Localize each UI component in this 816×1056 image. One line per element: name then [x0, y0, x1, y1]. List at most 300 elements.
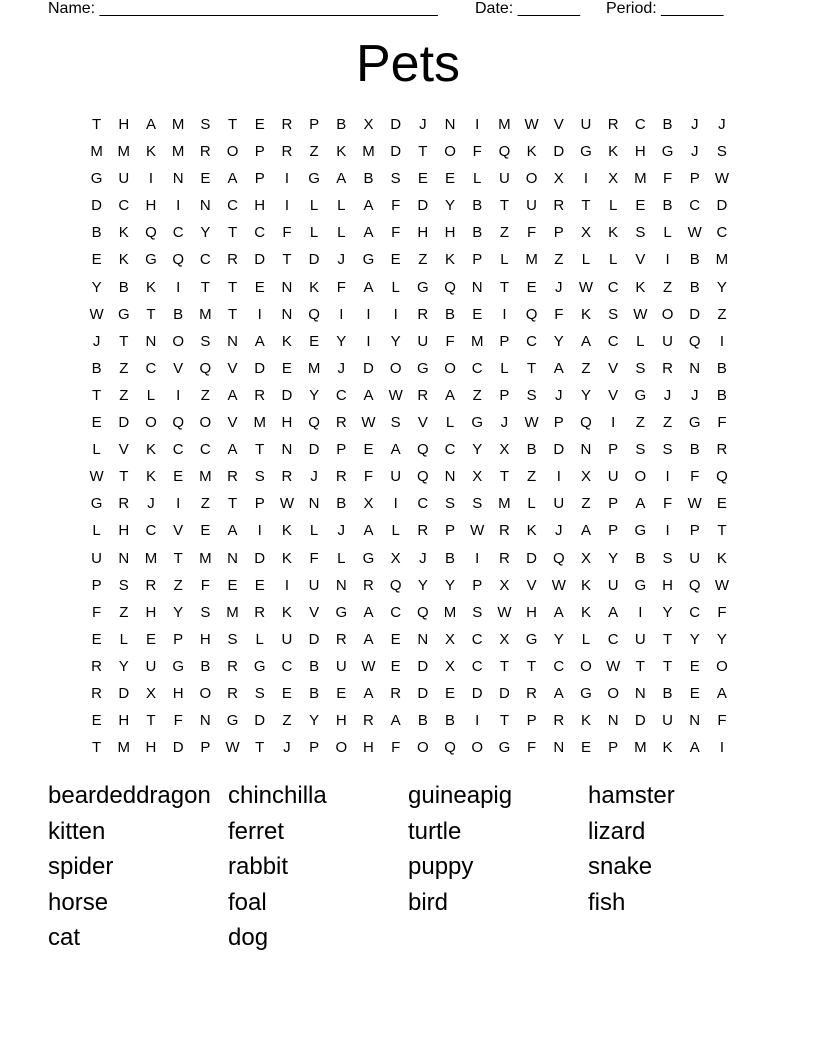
grid-letter: E — [200, 522, 211, 540]
grid-letter: X — [390, 549, 401, 567]
grid-letter: F — [554, 305, 564, 323]
grid-letter: E — [390, 630, 401, 648]
grid-letter: O — [580, 657, 592, 675]
grid-letter: X — [445, 657, 456, 675]
grid-letter: W — [361, 657, 376, 675]
grid-letter: N — [227, 549, 238, 567]
grid-letter: F — [445, 332, 455, 350]
grid-letter: T — [662, 657, 673, 675]
grid-letter: G — [634, 576, 647, 594]
grid-letter: M — [307, 359, 321, 377]
grid-letter: Z — [309, 143, 319, 161]
grid-letter: R — [417, 305, 429, 323]
grid-letter: Z — [662, 414, 673, 432]
grid-letter: D — [553, 441, 565, 459]
grid-letter: M — [117, 143, 131, 161]
grid-letter: N — [444, 468, 456, 486]
grid-letter: N — [634, 684, 646, 702]
grid-letter: C — [716, 224, 728, 242]
grid-letter: C — [390, 603, 402, 621]
grid-letter: A — [390, 441, 401, 459]
grid-letter: I — [257, 522, 262, 540]
grid-letter: W — [687, 495, 702, 513]
grid-letter: C — [335, 386, 347, 404]
grid-letter: F — [662, 170, 673, 188]
grid-letter: M — [144, 549, 158, 567]
grid-letter: K — [145, 278, 156, 296]
grid-letter: F — [282, 224, 292, 242]
grid-letter: F — [363, 468, 374, 486]
grid-letter: T — [200, 278, 210, 296]
grid-letter: V — [309, 603, 320, 621]
grid-letter: M — [715, 251, 729, 269]
word-list-item: spider — [48, 853, 114, 880]
grid-letter: E — [390, 251, 401, 269]
grid-letter: K — [716, 549, 727, 567]
grid-letter: O — [716, 657, 728, 675]
grid-letter: M — [443, 603, 457, 621]
grid-letter: C — [118, 197, 130, 215]
grid-letter: Q — [145, 224, 157, 242]
grid-letter: Y — [608, 549, 619, 567]
grid-letter: T — [227, 224, 238, 242]
grid-letter: B — [445, 712, 456, 730]
grid-letter: I — [148, 170, 154, 188]
grid-letter: C — [254, 224, 266, 242]
grid-letter: U — [526, 197, 538, 215]
grid-letter: U — [689, 549, 701, 567]
grid-letter: U — [607, 468, 619, 486]
grid-letter: O — [471, 739, 484, 757]
grid-letter: S — [227, 630, 238, 648]
grid-letter: K — [281, 522, 292, 540]
grid-letter: T — [255, 441, 265, 459]
grid-letter: O — [444, 143, 456, 161]
grid-letter: F — [92, 603, 102, 621]
grid-letter: R — [417, 522, 429, 540]
grid-letter: M — [634, 739, 647, 757]
grid-letter: Z — [200, 386, 210, 404]
grid-letter: K — [118, 251, 129, 269]
grid-letter: E — [173, 468, 184, 486]
grid-letter: C — [689, 197, 701, 215]
grid-letter: X — [363, 116, 374, 133]
date-field[interactable]: Date: _______ — [475, 0, 580, 17]
grid-letter: B — [336, 495, 347, 513]
grid-letter: R — [417, 386, 429, 404]
grid-letter: Z — [119, 603, 129, 621]
grid-letter: L — [337, 197, 346, 215]
grid-letter: I — [366, 332, 371, 350]
grid-letter: X — [445, 630, 456, 648]
grid-letter: D — [363, 359, 374, 377]
grid-letter: Y — [445, 576, 456, 594]
grid-letter: L — [663, 224, 672, 242]
grid-letter: L — [255, 630, 264, 648]
grid-letter: A — [363, 684, 374, 702]
grid-letter: M — [90, 143, 103, 161]
grid-letter: I — [665, 468, 670, 486]
grid-letter: W — [606, 657, 621, 675]
grid-letter: U — [634, 630, 646, 648]
grid-letter: I — [284, 170, 289, 188]
grid-letter: C — [471, 359, 483, 377]
grid-letter: I — [665, 251, 670, 269]
grid-letter: V — [553, 116, 564, 133]
grid-letter: C — [281, 657, 293, 675]
grid-letter: B — [91, 224, 102, 242]
grid-letter: Y — [173, 603, 184, 621]
grid-letter: H — [526, 603, 538, 621]
grid-letter: J — [337, 251, 346, 269]
grid-letter: Q — [444, 739, 456, 757]
grid-letter: J — [690, 143, 699, 161]
grid-letter: R — [281, 468, 293, 486]
grid-letter: O — [444, 359, 456, 377]
grid-letter: X — [499, 576, 510, 594]
grid-letter: O — [661, 305, 674, 323]
word-list-item: guineapig — [408, 782, 513, 809]
grid-letter: L — [581, 251, 591, 269]
grid-letter: W — [361, 414, 376, 432]
grid-letter: C — [471, 630, 483, 648]
grid-letter: A — [227, 386, 238, 404]
grid-letter: T — [635, 657, 645, 675]
grid-letter: S — [662, 441, 673, 459]
grid-letter: J — [419, 549, 427, 567]
worksheet-header — [48, 0, 748, 22]
grid-letter: B — [118, 278, 129, 296]
grid-letter: H — [444, 224, 456, 242]
grid-letter: W — [89, 468, 104, 486]
grid-letter: K — [309, 278, 320, 296]
grid-letter: A — [363, 603, 374, 621]
grid-letter: K — [526, 143, 537, 161]
grid-letter: G — [634, 522, 647, 540]
grid-letter: B — [417, 712, 428, 730]
grid-letter: A — [580, 522, 591, 540]
letter-grid — [83, 114, 738, 764]
grid-letter: Q — [688, 332, 701, 350]
grid-letter: G — [226, 712, 239, 730]
grid-letter: Z — [472, 386, 482, 404]
grid-letter: M — [498, 495, 511, 513]
grid-letter: R — [498, 522, 510, 540]
grid-letter: D — [118, 684, 130, 702]
grid-letter: R — [526, 684, 538, 702]
grid-letter: R — [227, 684, 238, 702]
grid-letter: S — [662, 549, 673, 567]
grid-letter: R — [145, 576, 157, 594]
grid-letter: P — [309, 739, 320, 757]
grid-letter: F — [200, 576, 210, 594]
grid-letter: P — [499, 386, 510, 404]
word-list-item: hamster — [588, 782, 675, 809]
grid-letter: Y — [580, 386, 591, 404]
grid-letter: S — [472, 603, 483, 621]
grid-letter: H — [145, 739, 157, 757]
grid-letter: E — [91, 630, 102, 648]
grid-letter: V — [173, 359, 184, 377]
grid-letter: M — [117, 739, 131, 757]
grid-letter: I — [284, 576, 289, 594]
grid-letter: D — [254, 359, 266, 377]
grid-letter: A — [553, 359, 564, 377]
grid-letter: N — [689, 359, 701, 377]
grid-letter: L — [337, 549, 346, 567]
grid-letter: I — [257, 305, 262, 323]
grid-letter: K — [445, 251, 456, 269]
grid-letter: H — [363, 739, 374, 757]
grid-letter: E — [200, 170, 211, 188]
grid-letter: S — [200, 603, 211, 621]
grid-letter: N — [199, 197, 211, 215]
word-list-item: rabbit — [228, 853, 289, 880]
grid-letter: Q — [417, 603, 429, 621]
grid-letter: G — [145, 251, 157, 269]
grid-letter: I — [719, 332, 724, 350]
grid-letter: K — [281, 549, 292, 567]
grid-letter: O — [145, 414, 157, 432]
grid-letter: J — [555, 522, 563, 540]
grid-letter: U — [662, 712, 673, 730]
grid-letter: D — [553, 143, 565, 161]
grid-letter: U — [607, 576, 619, 594]
grid-letter: R — [662, 359, 673, 377]
grid-letter: K — [118, 224, 129, 242]
grid-letter: E — [472, 305, 483, 323]
grid-letter: X — [145, 684, 156, 702]
grid-letter: K — [145, 441, 156, 459]
grid-letter: J — [337, 359, 346, 377]
grid-letter: B — [472, 224, 483, 242]
grid-letter: O — [417, 739, 429, 757]
grid-letter: P — [608, 441, 619, 459]
grid-letter: Q — [444, 278, 456, 296]
grid-letter: E — [254, 116, 265, 133]
grid-letter: B — [526, 441, 537, 459]
grid-letter: A — [635, 495, 646, 513]
grid-letter: A — [445, 386, 456, 404]
word-list-item: ferret — [228, 817, 285, 845]
grid-letter: E — [336, 684, 347, 702]
grid-letter: P — [526, 712, 537, 730]
grid-letter: J — [310, 468, 318, 486]
grid-letter: T — [119, 332, 129, 350]
grid-letter: I — [339, 305, 344, 323]
grid-letter: A — [145, 116, 156, 133]
grid-letter: T — [92, 739, 102, 757]
grid-letter: G — [335, 603, 348, 621]
grid-letter: C — [199, 441, 211, 459]
grid-letter: B — [200, 657, 211, 675]
grid-letter: D — [716, 197, 728, 215]
grid-letter: S — [635, 441, 646, 459]
grid-letter: R — [553, 197, 565, 215]
grid-letter: J — [718, 116, 726, 133]
grid-letter: P — [553, 224, 564, 242]
grid-letter: I — [475, 712, 480, 730]
grid-letter: F — [391, 197, 401, 215]
grid-letter: N — [118, 549, 130, 567]
grid-letter: A — [227, 522, 238, 540]
name-field[interactable]: Name: ______________________________________ — [48, 0, 438, 17]
grid-letter: C — [471, 657, 483, 675]
grid-letter: D — [471, 684, 483, 702]
grid-letter: S — [390, 170, 401, 188]
grid-letter: R — [498, 549, 510, 567]
page-title: Pets — [355, 35, 461, 93]
grid-letter: Q — [688, 576, 701, 594]
grid-letter: K — [580, 603, 591, 621]
grid-letter: A — [363, 522, 374, 540]
grid-letter: A — [227, 441, 238, 459]
grid-letter: R — [607, 116, 619, 133]
grid-letter: Q — [417, 468, 429, 486]
grid-letter: N — [172, 170, 184, 188]
grid-letter: K — [580, 712, 591, 730]
grid-letter: J — [283, 739, 291, 757]
grid-letter: F — [527, 224, 537, 242]
grid-letter: Z — [119, 386, 129, 404]
grid-letter: D — [417, 684, 429, 702]
grid-letter: Q — [417, 441, 429, 459]
grid-letter: E — [309, 332, 320, 350]
grid-letter: T — [717, 522, 727, 540]
grid-letter: S — [608, 305, 619, 323]
grid-letter: H — [634, 143, 646, 161]
grid-letter: D — [308, 251, 320, 269]
grid-letter: B — [445, 305, 456, 323]
grid-letter: Q — [172, 414, 184, 432]
grid-letter: L — [527, 495, 536, 513]
grid-letter: V — [173, 522, 184, 540]
grid-letter: E — [635, 197, 646, 215]
grid-letter: T — [146, 712, 156, 730]
grid-letter: K — [608, 224, 619, 242]
grid-letter: I — [176, 386, 181, 404]
period-field[interactable]: Period: _______ — [606, 0, 724, 17]
grid-letter: S — [118, 576, 129, 594]
grid-letter: F — [662, 495, 673, 513]
grid-letter: N — [335, 576, 347, 594]
grid-letter: T — [119, 468, 129, 486]
grid-letter: I — [284, 197, 289, 215]
grid-letter: L — [309, 197, 319, 215]
grid-letter: C — [172, 441, 184, 459]
grid-letter: K — [580, 576, 591, 594]
grid-letter: T — [499, 468, 509, 486]
grid-letter: C — [172, 224, 184, 242]
grid-letter: L — [473, 170, 482, 188]
grid-letter: C — [689, 603, 701, 621]
grid-letter: P — [689, 170, 700, 188]
grid-letter: W — [497, 603, 512, 621]
grid-letter: W — [714, 576, 729, 594]
grid-letter: E — [91, 712, 102, 730]
grid-letter: G — [580, 143, 592, 161]
grid-letter: U — [281, 630, 293, 648]
grid-letter: H — [118, 522, 130, 540]
grid-letter: N — [471, 278, 483, 296]
grid-letter: C — [417, 495, 429, 513]
grid-letter: B — [662, 116, 673, 133]
grid-letter: T — [581, 197, 591, 215]
grid-letter: W — [388, 386, 403, 404]
grid-letter: J — [147, 495, 155, 513]
grid-letter: G — [417, 359, 429, 377]
grid-letter: E — [716, 495, 727, 513]
grid-letter: R — [281, 143, 293, 161]
grid-letter: S — [716, 143, 727, 161]
grid-letter: T — [173, 549, 183, 567]
grid-letter: W — [687, 224, 702, 242]
grid-letter: T — [499, 657, 509, 675]
grid-letter: W — [633, 305, 648, 323]
grid-letter: O — [172, 332, 184, 350]
word-list-item: lizard — [588, 817, 646, 845]
grid-letter: S — [200, 332, 211, 350]
grid-letter: M — [525, 251, 538, 269]
grid-letter: C — [199, 251, 211, 269]
grid-letter: B — [309, 684, 320, 702]
grid-letter: I — [393, 495, 398, 513]
grid-letter: L — [500, 251, 509, 269]
grid-letter: J — [690, 386, 699, 404]
grid-letter: R — [227, 657, 238, 675]
grid-letter: Z — [554, 251, 564, 269]
grid-letter: P — [499, 332, 510, 350]
grid-letter: R — [91, 657, 103, 675]
grid-letter: G — [688, 414, 701, 432]
grid-letter: D — [308, 630, 320, 648]
grid-letter: A — [363, 278, 374, 296]
grid-letter: B — [445, 549, 456, 567]
grid-letter: W — [470, 522, 485, 540]
grid-letter: T — [282, 251, 292, 269]
grid-letter: V — [635, 251, 646, 269]
grid-letter: I — [475, 549, 480, 567]
grid-letter: F — [173, 712, 183, 730]
grid-letter: N — [689, 712, 701, 730]
grid-letter: F — [472, 143, 482, 161]
grid-letter: U — [417, 332, 429, 350]
grid-letter: Z — [717, 305, 727, 323]
grid-letter: C — [553, 657, 565, 675]
grid-letter: P — [254, 143, 265, 161]
grid-letter: H — [662, 576, 673, 594]
grid-letter: I — [719, 739, 724, 757]
grid-letter: K — [145, 143, 156, 161]
grid-letter: A — [689, 739, 700, 757]
grid-letter: J — [92, 332, 101, 350]
grid-letter: A — [227, 170, 238, 188]
grid-letter: L — [500, 359, 509, 377]
grid-letter: K — [145, 468, 156, 486]
grid-letter: I — [366, 305, 371, 323]
grid-letter: Y — [118, 657, 129, 675]
grid-letter: N — [281, 305, 293, 323]
grid-letter: V — [608, 359, 619, 377]
grid-letter: Y — [716, 630, 727, 648]
grid-letter: D — [308, 441, 320, 459]
grid-letter: T — [527, 359, 537, 377]
grid-letter: E — [580, 739, 591, 757]
grid-letter: I — [475, 116, 480, 133]
grid-letter: L — [92, 441, 101, 459]
grid-letter: W — [524, 414, 539, 432]
grid-letter: Y — [91, 278, 102, 296]
